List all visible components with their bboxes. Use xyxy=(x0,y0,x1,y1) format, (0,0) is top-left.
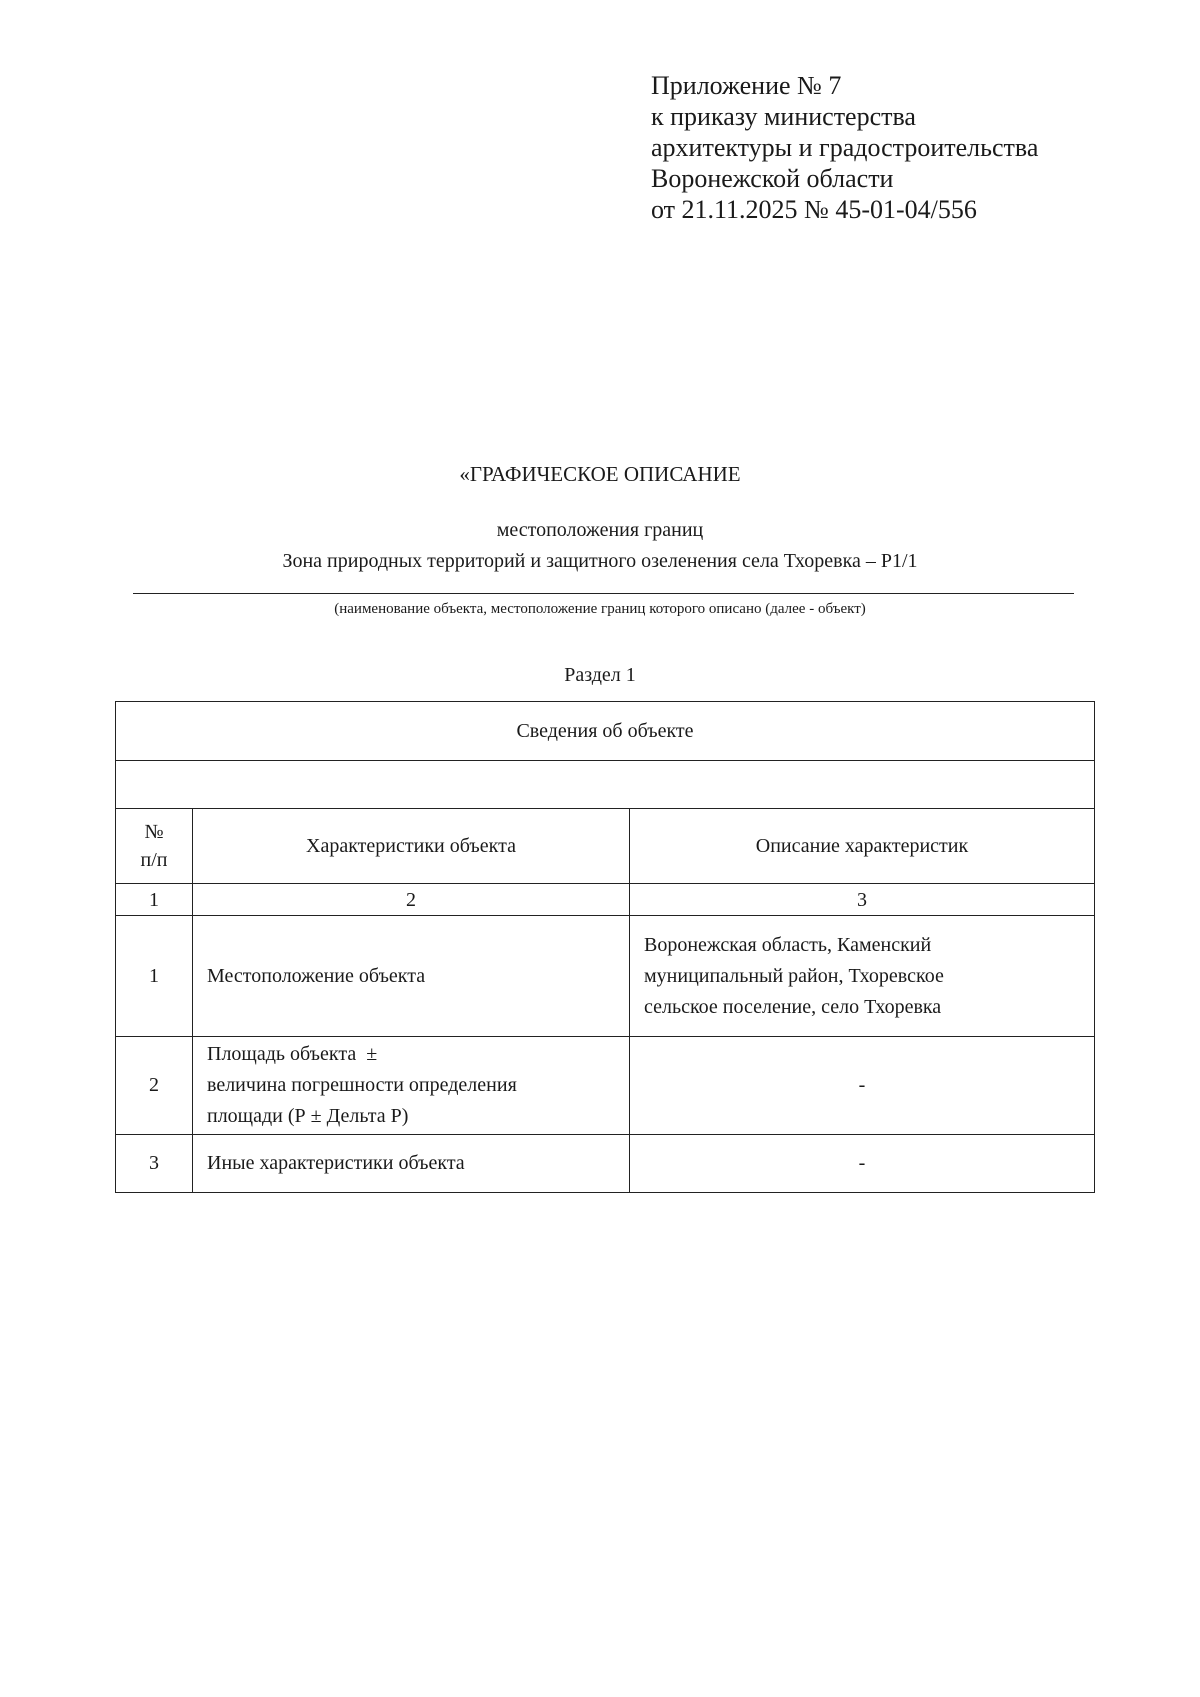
appendix-block xyxy=(651,70,1038,225)
appendix-line: от 21.11.2025 № 45-01-04/556 xyxy=(651,195,977,224)
object-name-underline xyxy=(133,593,1074,594)
description-line: - xyxy=(858,1074,866,1096)
row-description xyxy=(630,1037,1095,1135)
row-description xyxy=(630,916,1095,1037)
table-row xyxy=(116,916,1095,1037)
object-name-caption: (наименование объекта, местоположение границ которого описано (далее - объект) xyxy=(334,601,866,617)
description-line: сельское поселение, село Тхоревка xyxy=(644,995,942,1018)
description-line: Воронежская область, Каменский xyxy=(644,933,932,956)
header-description: Описание характеристик xyxy=(630,809,1095,884)
header-number-line: п/п xyxy=(140,849,168,871)
description-line: - xyxy=(858,1152,866,1174)
table-caption: Сведения об объекте xyxy=(116,702,1095,761)
row-number: 3 xyxy=(116,1135,193,1193)
row-characteristic xyxy=(193,916,630,1037)
row-characteristic xyxy=(193,1037,630,1135)
section-label: Раздел 1 xyxy=(564,664,636,686)
appendix-line: Приложение № 7 xyxy=(651,71,842,100)
table-empty-cell xyxy=(116,761,1095,809)
column-number: 3 xyxy=(630,884,1095,916)
appendix-line: Воронежской области xyxy=(651,164,894,193)
document-title: «ГРАФИЧЕСКОЕ ОПИСАНИЕ xyxy=(459,462,741,486)
characteristic-line: величина погрешности определения xyxy=(207,1074,517,1096)
appendix-line: архитектуры и градостроительства xyxy=(651,133,1039,162)
column-number: 2 xyxy=(193,884,630,916)
row-number: 1 xyxy=(116,916,193,1037)
header-characteristics: Характеристики объекта xyxy=(193,809,630,884)
document-subtitle: местоположения границ xyxy=(496,519,704,541)
characteristic-line: Иные характеристики объекта xyxy=(207,1152,465,1174)
appendix-line: к приказу министерства xyxy=(651,102,916,131)
table-row xyxy=(116,1135,1095,1193)
row-description xyxy=(630,1135,1095,1193)
table-caption-row xyxy=(116,702,1095,761)
column-number: 1 xyxy=(116,884,193,916)
column-number-row xyxy=(116,884,1095,916)
table-header-row xyxy=(116,809,1095,884)
table-empty-row xyxy=(116,761,1095,809)
header-number xyxy=(116,809,193,884)
row-characteristic xyxy=(193,1135,630,1193)
row-number: 2 xyxy=(116,1037,193,1135)
table-row xyxy=(116,1037,1095,1135)
characteristic-line: Местоположение объекта xyxy=(207,964,426,987)
characteristic-line: Площадь объекта ± xyxy=(207,1043,378,1065)
characteristic-line: площади (Р ± Дельта Р) xyxy=(207,1105,409,1127)
object-name: Зона природных территорий и защитного озеленения села Тхоревка – Р1/1 xyxy=(282,550,918,572)
header-number-line: № xyxy=(144,821,164,843)
object-info-table xyxy=(115,701,1095,1193)
description-line: муниципальный район, Тхоревское xyxy=(644,964,944,987)
